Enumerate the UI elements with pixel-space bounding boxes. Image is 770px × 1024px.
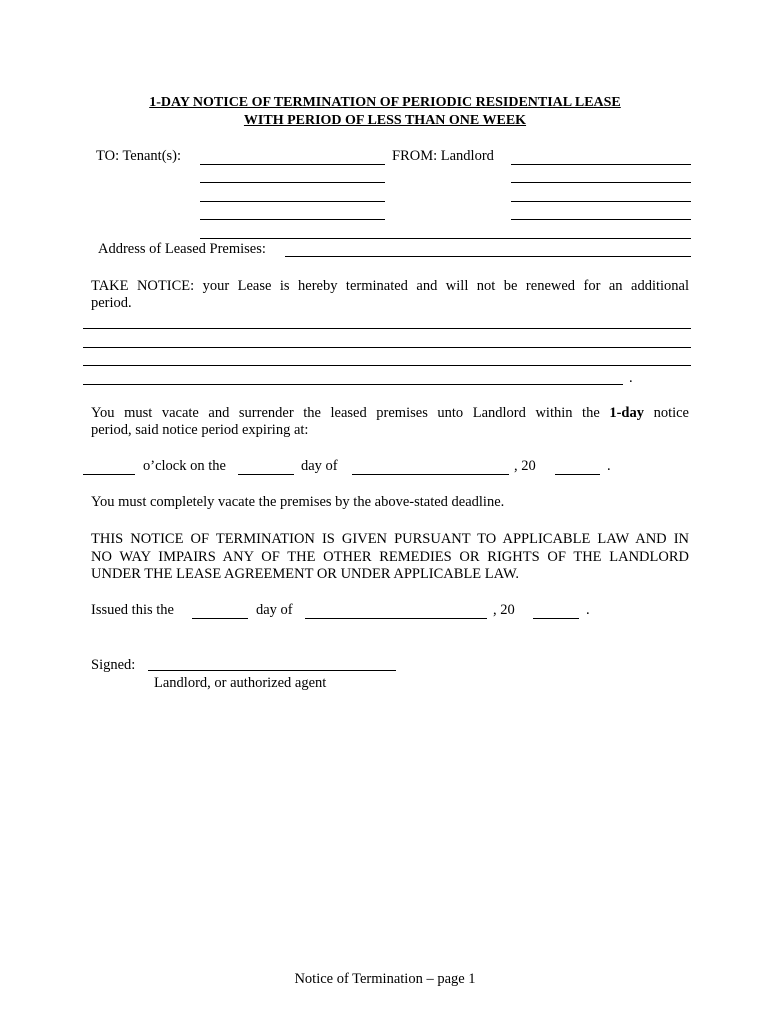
signature-field[interactable]	[148, 670, 396, 671]
expiry-year-prefix: , 20	[514, 458, 536, 474]
expiry-hour-field[interactable]	[83, 474, 135, 475]
document-title-line1: 1-DAY NOTICE OF TERMINATION OF PERIODIC RESIDENTIAL LEASE	[149, 95, 621, 110]
signed-label: Signed:	[91, 657, 136, 673]
tenant-name-field-2[interactable]	[200, 182, 385, 183]
vacate-text-pre: You must vacate and surrender the leased premises unto Landlord within the	[91, 405, 600, 421]
issued-period: .	[586, 602, 590, 618]
legal-text-line3: UNDER THE LEASE AGREEMENT OR UNDER APPLICABLE LAW.	[91, 566, 519, 582]
tenant-name-field-1[interactable]	[200, 164, 385, 165]
landlord-name-field-1[interactable]	[511, 164, 691, 165]
reason-field-3[interactable]	[83, 365, 691, 366]
document-title-line2: WITH PERIOD OF LESS THAN ONE WEEK	[243, 113, 527, 128]
page-footer: Notice of Termination – page 1	[294, 971, 476, 987]
vacate-text-line1	[91, 404, 689, 422]
expiry-year-field[interactable]	[555, 474, 600, 475]
reason-period: .	[629, 370, 633, 386]
legal-text-line2: NO WAY IMPAIRS ANY OF THE OTHER REMEDIES OR RIGHTS OF THE LANDLORD	[91, 549, 689, 565]
address-field-2[interactable]	[285, 256, 691, 257]
issued-label: Issued this the	[91, 602, 174, 618]
landlord-name-field-3[interactable]	[511, 201, 691, 202]
expiry-month-field[interactable]	[352, 474, 509, 475]
issued-day-field[interactable]	[192, 618, 248, 619]
reason-field-2[interactable]	[83, 347, 691, 348]
tenant-label: TO: Tenant(s):	[96, 148, 182, 164]
issued-year-field[interactable]	[533, 618, 579, 619]
issued-dayof-label: day of	[256, 602, 293, 618]
landlord-name-field-2[interactable]	[511, 182, 691, 183]
legal-text-line1: THIS NOTICE OF TERMINATION IS GIVEN PURSUANT TO APPLICABLE LAW AND IN	[91, 531, 689, 547]
signature-caption: Landlord, or authorized agent	[154, 675, 327, 691]
vacate-text-line2: period, said notice period expiring at:	[91, 422, 309, 438]
tenant-name-field-3[interactable]	[200, 201, 385, 202]
landlord-label: FROM: Landlord	[392, 148, 494, 164]
issued-year-prefix: , 20	[493, 602, 515, 618]
expiry-day-field[interactable]	[238, 474, 294, 475]
take-notice-text: TAKE NOTICE: your Lease is hereby terminated and will not be renewed for an additional	[91, 278, 689, 294]
reason-field-4[interactable]	[83, 384, 623, 385]
landlord-name-field-4[interactable]	[511, 219, 691, 220]
expiry-period: .	[607, 458, 611, 474]
tenant-name-field-4[interactable]	[200, 219, 385, 220]
address-field-1[interactable]	[200, 238, 691, 239]
premises-address-label: Address of Leased Premises:	[98, 241, 266, 257]
take-notice-text-cont: period.	[91, 295, 132, 311]
expiry-oclock-label: o’clock on the	[143, 458, 226, 474]
deadline-text: You must completely vacate the premises by the above-stated deadline.	[91, 494, 505, 510]
issued-month-field[interactable]	[305, 618, 487, 619]
expiry-dayof-label: day of	[301, 458, 338, 474]
notice-period-emphasis: 1-day	[609, 405, 644, 421]
reason-field-1[interactable]	[83, 328, 691, 329]
vacate-text-post: notice	[653, 405, 689, 421]
